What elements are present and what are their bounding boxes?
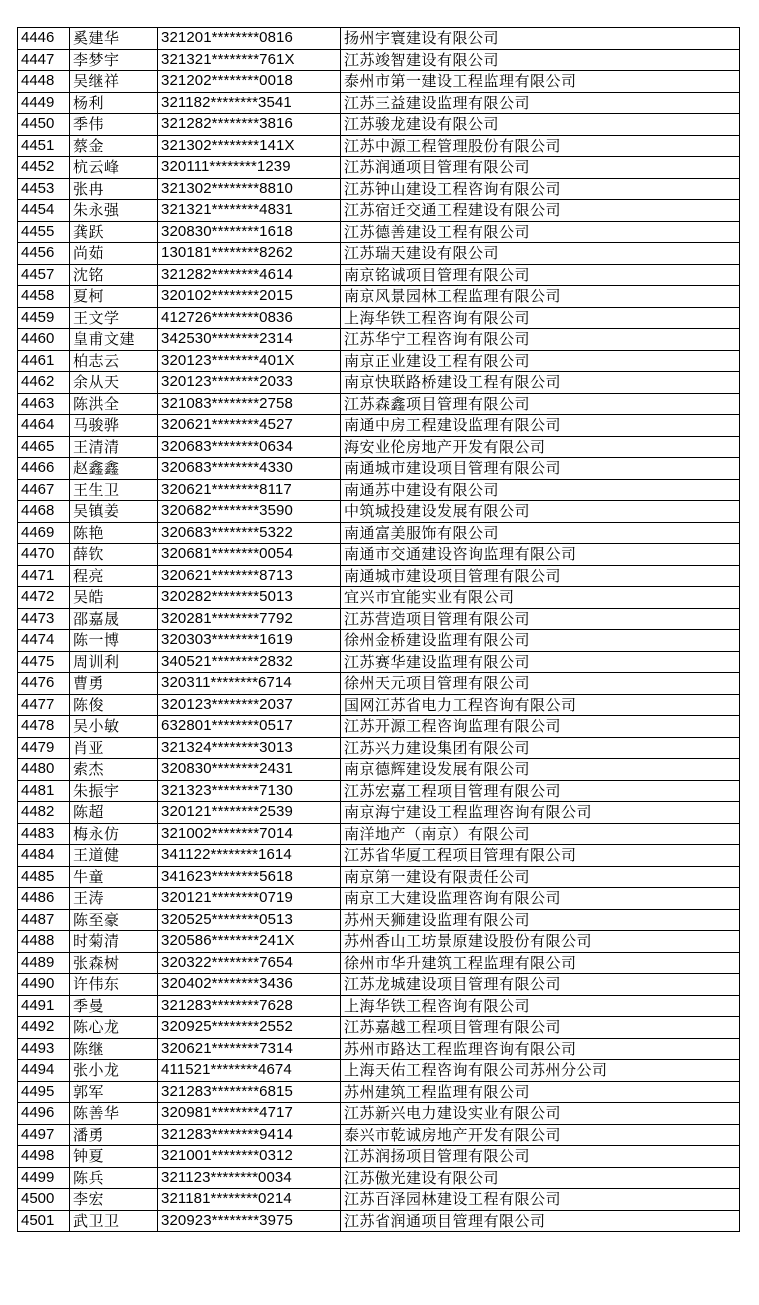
company-name-cell: 江苏嘉越工程项目管理有限公司	[341, 1017, 740, 1039]
serial-number-cell: 4489	[18, 952, 70, 974]
id-number-cell: 320123********401X	[158, 350, 341, 372]
table-row	[18, 1038, 740, 1060]
table-row	[18, 1103, 740, 1125]
person-name-cell: 沈铭	[70, 264, 158, 286]
serial-number-cell: 4451	[18, 135, 70, 157]
table-row	[18, 780, 740, 802]
serial-number-cell: 4483	[18, 823, 70, 845]
id-number-cell: 321302********141X	[158, 135, 341, 157]
table-row	[18, 307, 740, 329]
table-row	[18, 673, 740, 695]
person-name-cell: 牛童	[70, 866, 158, 888]
serial-number-cell: 4490	[18, 974, 70, 996]
serial-number-cell: 4462	[18, 372, 70, 394]
id-number-cell: 320981********4717	[158, 1103, 341, 1125]
id-number-cell: 321321********4831	[158, 200, 341, 222]
id-number-cell: 321302********8810	[158, 178, 341, 200]
table-row	[18, 866, 740, 888]
person-name-cell: 王涛	[70, 888, 158, 910]
serial-number-cell: 4485	[18, 866, 70, 888]
id-number-cell: 321182********3541	[158, 92, 341, 114]
table-row	[18, 1124, 740, 1146]
company-name-cell: 江苏龙城建设项目管理有限公司	[341, 974, 740, 996]
person-name-cell: 陈继	[70, 1038, 158, 1060]
id-number-cell: 320621********8713	[158, 565, 341, 587]
company-name-cell: 南京海宁建设工程监理咨询有限公司	[341, 802, 740, 824]
person-name-cell: 吴镇姜	[70, 501, 158, 523]
serial-number-cell: 4491	[18, 995, 70, 1017]
person-name-cell: 吴继祥	[70, 71, 158, 93]
table-row	[18, 264, 740, 286]
company-name-cell: 江苏赛华建设监理有限公司	[341, 651, 740, 673]
person-name-cell: 陈俊	[70, 694, 158, 716]
person-name-cell: 陈洪全	[70, 393, 158, 415]
person-name-cell: 吴小敏	[70, 716, 158, 738]
id-number-cell: 321083********2758	[158, 393, 341, 415]
serial-number-cell: 4471	[18, 565, 70, 587]
table-row	[18, 565, 740, 587]
company-name-cell: 上海华铁工程咨询有限公司	[341, 307, 740, 329]
id-number-cell: 320322********7654	[158, 952, 341, 974]
table-row	[18, 716, 740, 738]
person-name-cell: 朱振宇	[70, 780, 158, 802]
company-name-cell: 徐州市华升建筑工程监理有限公司	[341, 952, 740, 974]
serial-number-cell: 4496	[18, 1103, 70, 1125]
person-name-cell: 杭云峰	[70, 157, 158, 179]
company-name-cell: 江苏中源工程管理股份有限公司	[341, 135, 740, 157]
table-row	[18, 458, 740, 480]
person-name-cell: 陈超	[70, 802, 158, 824]
table-row	[18, 372, 740, 394]
table-row	[18, 630, 740, 652]
company-name-cell: 江苏钟山建设工程咨询有限公司	[341, 178, 740, 200]
table-row	[18, 1146, 740, 1168]
serial-number-cell: 4478	[18, 716, 70, 738]
company-name-cell: 南通苏中建设有限公司	[341, 479, 740, 501]
serial-number-cell: 4499	[18, 1167, 70, 1189]
id-number-cell: 321282********4614	[158, 264, 341, 286]
company-name-cell: 江苏百泽园林建设工程有限公司	[341, 1189, 740, 1211]
person-name-cell: 许伟东	[70, 974, 158, 996]
id-number-cell: 321283********9414	[158, 1124, 341, 1146]
id-number-cell: 321201********0816	[158, 28, 341, 50]
table-row	[18, 802, 740, 824]
id-number-cell: 341623********5618	[158, 866, 341, 888]
serial-number-cell: 4480	[18, 759, 70, 781]
table-row	[18, 587, 740, 609]
person-name-cell: 程亮	[70, 565, 158, 587]
company-name-cell: 中筑城投建设发展有限公司	[341, 501, 740, 523]
table-row	[18, 114, 740, 136]
company-name-cell: 江苏森鑫项目管理有限公司	[341, 393, 740, 415]
person-name-cell: 张冉	[70, 178, 158, 200]
id-number-cell: 320621********4527	[158, 415, 341, 437]
id-number-cell: 321324********3013	[158, 737, 341, 759]
company-name-cell: 南通富美服饰有限公司	[341, 522, 740, 544]
company-name-cell: 宜兴市宜能实业有限公司	[341, 587, 740, 609]
company-name-cell: 江苏省华厦工程项目管理有限公司	[341, 845, 740, 867]
company-name-cell: 江苏新兴电力建设实业有限公司	[341, 1103, 740, 1125]
table-row	[18, 737, 740, 759]
id-number-cell: 321283********7628	[158, 995, 341, 1017]
id-number-cell: 411521********4674	[158, 1060, 341, 1082]
serial-number-cell: 4479	[18, 737, 70, 759]
id-number-cell: 320281********7792	[158, 608, 341, 630]
serial-number-cell: 4469	[18, 522, 70, 544]
company-name-cell: 南京德辉建设发展有限公司	[341, 759, 740, 781]
serial-number-cell: 4452	[18, 157, 70, 179]
person-name-cell: 皇甫文建	[70, 329, 158, 351]
person-name-cell: 杨利	[70, 92, 158, 114]
serial-number-cell: 4476	[18, 673, 70, 695]
serial-number-cell: 4497	[18, 1124, 70, 1146]
table-row	[18, 608, 740, 630]
table-row	[18, 178, 740, 200]
table-row	[18, 845, 740, 867]
serial-number-cell: 4492	[18, 1017, 70, 1039]
serial-number-cell: 4472	[18, 587, 70, 609]
company-name-cell: 南洋地产（南京）有限公司	[341, 823, 740, 845]
company-name-cell: 南通城市建设项目管理有限公司	[341, 565, 740, 587]
person-name-cell: 钟夏	[70, 1146, 158, 1168]
serial-number-cell: 4448	[18, 71, 70, 93]
id-number-cell: 320121********0719	[158, 888, 341, 910]
id-number-cell: 321282********3816	[158, 114, 341, 136]
table-row	[18, 28, 740, 50]
table-row	[18, 243, 740, 265]
serial-number-cell: 4450	[18, 114, 70, 136]
table-row	[18, 1017, 740, 1039]
company-name-cell: 海安业伦房地产开发有限公司	[341, 436, 740, 458]
serial-number-cell: 4446	[18, 28, 70, 50]
serial-number-cell: 4463	[18, 393, 70, 415]
company-name-cell: 江苏省润通项目管理有限公司	[341, 1210, 740, 1232]
company-name-cell: 江苏营造项目管理有限公司	[341, 608, 740, 630]
table-row	[18, 200, 740, 222]
id-number-cell: 320282********5013	[158, 587, 341, 609]
person-name-cell: 柏志云	[70, 350, 158, 372]
company-name-cell: 江苏润扬项目管理有限公司	[341, 1146, 740, 1168]
table-row	[18, 501, 740, 523]
company-name-cell: 南通城市建设项目管理有限公司	[341, 458, 740, 480]
serial-number-cell: 4501	[18, 1210, 70, 1232]
id-number-cell: 320683********5322	[158, 522, 341, 544]
person-name-cell: 余从天	[70, 372, 158, 394]
id-number-cell: 342530********2314	[158, 329, 341, 351]
serial-number-cell: 4458	[18, 286, 70, 308]
serial-number-cell: 4482	[18, 802, 70, 824]
serial-number-cell: 4464	[18, 415, 70, 437]
table-row	[18, 71, 740, 93]
serial-number-cell: 4475	[18, 651, 70, 673]
id-number-cell: 320123********2033	[158, 372, 341, 394]
serial-number-cell: 4477	[18, 694, 70, 716]
table-row	[18, 479, 740, 501]
company-name-cell: 苏州市路达工程监理咨询有限公司	[341, 1038, 740, 1060]
company-name-cell: 南通市交通建设咨询监理有限公司	[341, 544, 740, 566]
serial-number-cell: 4453	[18, 178, 70, 200]
serial-number-cell: 4459	[18, 307, 70, 329]
table-row	[18, 1210, 740, 1232]
company-name-cell: 上海天佑工程咨询有限公司苏州分公司	[341, 1060, 740, 1082]
company-name-cell: 江苏德善建设工程有限公司	[341, 221, 740, 243]
person-name-cell: 陈善华	[70, 1103, 158, 1125]
serial-number-cell: 4470	[18, 544, 70, 566]
table-row	[18, 522, 740, 544]
id-number-cell: 341122********1614	[158, 845, 341, 867]
company-name-cell: 江苏竣智建设有限公司	[341, 49, 740, 71]
table-row	[18, 952, 740, 974]
person-name-cell: 陈兵	[70, 1167, 158, 1189]
person-name-cell: 武卫卫	[70, 1210, 158, 1232]
serial-number-cell: 4486	[18, 888, 70, 910]
company-name-cell: 江苏瑞天建设有限公司	[341, 243, 740, 265]
table-row	[18, 651, 740, 673]
table-row	[18, 49, 740, 71]
company-name-cell: 苏州香山工坊景原建设股份有限公司	[341, 931, 740, 953]
company-name-cell: 徐州金桥建设监理有限公司	[341, 630, 740, 652]
company-name-cell: 扬州宇寰建设有限公司	[341, 28, 740, 50]
roster-table	[17, 27, 740, 1232]
id-number-cell: 320683********4330	[158, 458, 341, 480]
table-row	[18, 544, 740, 566]
table-row	[18, 759, 740, 781]
id-number-cell: 412726********0836	[158, 307, 341, 329]
company-name-cell: 上海华铁工程咨询有限公司	[341, 995, 740, 1017]
serial-number-cell: 4466	[18, 458, 70, 480]
company-name-cell: 江苏宿迁交通工程建设有限公司	[341, 200, 740, 222]
table-row	[18, 436, 740, 458]
person-name-cell: 夏柯	[70, 286, 158, 308]
id-number-cell: 320923********3975	[158, 1210, 341, 1232]
company-name-cell: 南京快联路桥建设工程有限公司	[341, 372, 740, 394]
table-row	[18, 823, 740, 845]
serial-number-cell: 4447	[18, 49, 70, 71]
id-number-cell: 340521********2832	[158, 651, 341, 673]
company-name-cell: 南京铭诚项目管理有限公司	[341, 264, 740, 286]
serial-number-cell: 4454	[18, 200, 70, 222]
serial-number-cell: 4473	[18, 608, 70, 630]
table-row	[18, 286, 740, 308]
person-name-cell: 蔡金	[70, 135, 158, 157]
serial-number-cell: 4465	[18, 436, 70, 458]
serial-number-cell: 4474	[18, 630, 70, 652]
company-name-cell: 江苏润通项目管理有限公司	[341, 157, 740, 179]
table-row	[18, 329, 740, 351]
table-row	[18, 92, 740, 114]
serial-number-cell: 4488	[18, 931, 70, 953]
person-name-cell: 陈心龙	[70, 1017, 158, 1039]
person-name-cell: 龚跃	[70, 221, 158, 243]
company-name-cell: 苏州天狮建设监理有限公司	[341, 909, 740, 931]
id-number-cell: 321323********7130	[158, 780, 341, 802]
id-number-cell: 321181********0214	[158, 1189, 341, 1211]
company-name-cell: 江苏华宁工程咨询有限公司	[341, 329, 740, 351]
company-name-cell: 国网江苏省电力工程咨询有限公司	[341, 694, 740, 716]
company-name-cell: 江苏兴力建设集团有限公司	[341, 737, 740, 759]
table-row	[18, 909, 740, 931]
person-name-cell: 潘勇	[70, 1124, 158, 1146]
id-number-cell: 320681********0054	[158, 544, 341, 566]
id-number-cell: 321202********0018	[158, 71, 341, 93]
id-number-cell: 320402********3436	[158, 974, 341, 996]
id-number-cell: 321321********761X	[158, 49, 341, 71]
person-name-cell: 奚建华	[70, 28, 158, 50]
table-row	[18, 888, 740, 910]
serial-number-cell: 4481	[18, 780, 70, 802]
serial-number-cell: 4455	[18, 221, 70, 243]
table-row	[18, 350, 740, 372]
company-name-cell: 泰兴市乾诚房地产开发有限公司	[341, 1124, 740, 1146]
id-number-cell: 321001********0312	[158, 1146, 341, 1168]
serial-number-cell: 4494	[18, 1060, 70, 1082]
serial-number-cell: 4456	[18, 243, 70, 265]
id-number-cell: 632801********0517	[158, 716, 341, 738]
serial-number-cell: 4461	[18, 350, 70, 372]
id-number-cell: 320311********6714	[158, 673, 341, 695]
company-name-cell: 江苏开源工程咨询监理有限公司	[341, 716, 740, 738]
serial-number-cell: 4468	[18, 501, 70, 523]
company-name-cell: 徐州天元项目管理有限公司	[341, 673, 740, 695]
table-row	[18, 694, 740, 716]
id-number-cell: 320586********241X	[158, 931, 341, 953]
table-row	[18, 157, 740, 179]
serial-number-cell: 4460	[18, 329, 70, 351]
table-row	[18, 221, 740, 243]
serial-number-cell: 4500	[18, 1189, 70, 1211]
id-number-cell: 320303********1619	[158, 630, 341, 652]
person-name-cell: 吴皓	[70, 587, 158, 609]
id-number-cell: 321002********7014	[158, 823, 341, 845]
person-name-cell: 曹勇	[70, 673, 158, 695]
table-row	[18, 393, 740, 415]
company-name-cell: 南京正业建设工程有限公司	[341, 350, 740, 372]
person-name-cell: 陈一博	[70, 630, 158, 652]
person-name-cell: 尚茹	[70, 243, 158, 265]
table-row	[18, 1081, 740, 1103]
table-row	[18, 974, 740, 996]
id-number-cell: 130181********8262	[158, 243, 341, 265]
id-number-cell: 320925********2552	[158, 1017, 341, 1039]
table-row	[18, 1167, 740, 1189]
person-name-cell: 陈艳	[70, 522, 158, 544]
company-name-cell: 泰州市第一建设工程监理有限公司	[341, 71, 740, 93]
person-name-cell: 郭军	[70, 1081, 158, 1103]
company-name-cell: 江苏骏龙建设有限公司	[341, 114, 740, 136]
person-name-cell: 王文学	[70, 307, 158, 329]
person-name-cell: 马骏骅	[70, 415, 158, 437]
person-name-cell: 梅永仿	[70, 823, 158, 845]
person-name-cell: 肖亚	[70, 737, 158, 759]
table-row	[18, 415, 740, 437]
person-name-cell: 王清清	[70, 436, 158, 458]
company-name-cell: 南通中房工程建设监理有限公司	[341, 415, 740, 437]
person-name-cell: 王生卫	[70, 479, 158, 501]
person-name-cell: 张小龙	[70, 1060, 158, 1082]
id-number-cell: 320830********2431	[158, 759, 341, 781]
person-name-cell: 张森树	[70, 952, 158, 974]
id-number-cell: 320682********3590	[158, 501, 341, 523]
serial-number-cell: 4449	[18, 92, 70, 114]
roster-body	[18, 28, 740, 1232]
person-name-cell: 周训利	[70, 651, 158, 673]
id-number-cell: 320102********2015	[158, 286, 341, 308]
person-name-cell: 陈至豪	[70, 909, 158, 931]
company-name-cell: 江苏三益建设监理有限公司	[341, 92, 740, 114]
company-name-cell: 南京风景园林工程监理有限公司	[341, 286, 740, 308]
id-number-cell: 320683********0634	[158, 436, 341, 458]
table-row	[18, 135, 740, 157]
company-name-cell: 南京工大建设监理咨询有限公司	[341, 888, 740, 910]
id-number-cell: 320123********2037	[158, 694, 341, 716]
table-row	[18, 931, 740, 953]
serial-number-cell: 4495	[18, 1081, 70, 1103]
id-number-cell: 320525********0513	[158, 909, 341, 931]
person-name-cell: 朱永强	[70, 200, 158, 222]
table-row	[18, 1189, 740, 1211]
person-name-cell: 季曼	[70, 995, 158, 1017]
id-number-cell: 320121********2539	[158, 802, 341, 824]
company-name-cell: 南京第一建设有限责任公司	[341, 866, 740, 888]
serial-number-cell: 4467	[18, 479, 70, 501]
serial-number-cell: 4493	[18, 1038, 70, 1060]
person-name-cell: 李梦宇	[70, 49, 158, 71]
table-row	[18, 1060, 740, 1082]
company-name-cell: 江苏宏嘉工程项目管理有限公司	[341, 780, 740, 802]
company-name-cell: 江苏傲光建设有限公司	[341, 1167, 740, 1189]
serial-number-cell: 4487	[18, 909, 70, 931]
id-number-cell: 320111********1239	[158, 157, 341, 179]
serial-number-cell: 4498	[18, 1146, 70, 1168]
id-number-cell: 321123********0034	[158, 1167, 341, 1189]
person-name-cell: 季伟	[70, 114, 158, 136]
id-number-cell: 320621********8117	[158, 479, 341, 501]
serial-number-cell: 4457	[18, 264, 70, 286]
id-number-cell: 321283********6815	[158, 1081, 341, 1103]
id-number-cell: 320621********7314	[158, 1038, 341, 1060]
table-row	[18, 995, 740, 1017]
serial-number-cell: 4484	[18, 845, 70, 867]
person-name-cell: 王道健	[70, 845, 158, 867]
person-name-cell: 赵鑫鑫	[70, 458, 158, 480]
person-name-cell: 索杰	[70, 759, 158, 781]
id-number-cell: 320830********1618	[158, 221, 341, 243]
person-name-cell: 薛钦	[70, 544, 158, 566]
person-name-cell: 时菊清	[70, 931, 158, 953]
company-name-cell: 苏州建筑工程监理有限公司	[341, 1081, 740, 1103]
person-name-cell: 邵嘉晟	[70, 608, 158, 630]
person-name-cell: 李宏	[70, 1189, 158, 1211]
